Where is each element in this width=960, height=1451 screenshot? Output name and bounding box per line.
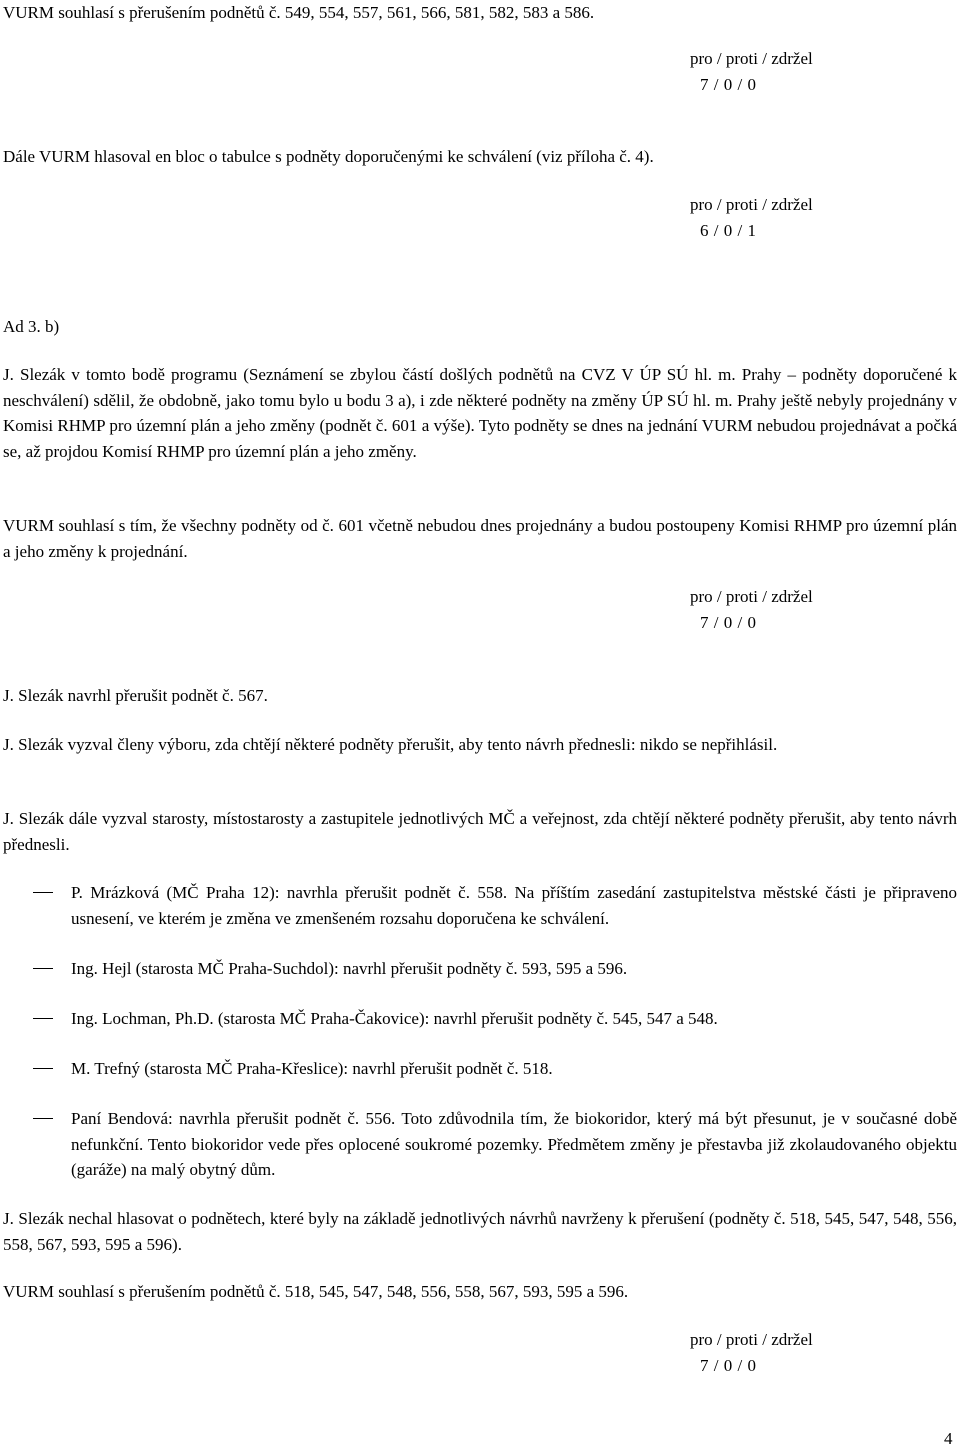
vote-result-3 [690, 584, 850, 635]
page-number: 4 [944, 1429, 953, 1448]
paragraph-vote-on-proposals: J. Slezák nechal hlasovat o podnětech, které byly na základě jednotlivých návrhů navrženy k přerušení (podněty č. 518, 545, 547, 548, 556, 558, 567, 593, 595 a 596). [3, 1209, 957, 1254]
list-item-text: M. Trefný (starosta MČ Praha-Křeslice): navrhl přerušit podnět č. 518. [71, 1059, 553, 1078]
list-item-text: Paní Bendová: navrhla přerušit podnět č. 556. Toto zdůvodnila tím, že biokoridor, který má být přesunut, je v současné době nefunkční. Tento biokoridor vede přes oplocené soukromé pozemky. Předmětem změny je přestavba již zkolaudovaného objektu (garáže) na malý obytný dům. [71, 1109, 957, 1179]
paragraph-call-mayors: J. Slezák dále vyzval starosty, místostarosty a zastupitele jednotlivých MČ a veřejnost, zda chtějí některé podněty přerušit, aby tento návrh přednesli. [3, 809, 957, 854]
paragraph-vurm-agrees-3: VURM souhlasí s přerušením podnětů č. 518, 545, 547, 548, 556, 558, 567, 593, 595 a 596. [3, 1282, 629, 1301]
vote-header: pro / proti / zdržel [690, 195, 813, 214]
section-heading-ad3b: Ad 3. b) [3, 317, 60, 336]
vote-header: pro / proti / zdržel [690, 587, 813, 606]
dash-bullet [33, 1118, 53, 1119]
list-item-text: Ing. Lochman, Ph.D. (starosta MČ Praha-Čakovice): navrhl přerušit podněty č. 545, 547 a 548. [71, 1009, 718, 1028]
vote-result-1 [690, 46, 850, 97]
paragraph-en-bloc: Dále VURM hlasoval en bloc o tabulce s podněty doporučenými ke schválení (viz příloha č. 4). [3, 147, 654, 166]
vote-numbers: 7 / 0 / 0 [700, 612, 757, 632]
vote-header: pro / proti / zdržel [690, 1330, 813, 1349]
vote-result-2 [690, 192, 850, 243]
list-item-text: P. Mrázková (MČ Praha 12): navrhla přerušit podnět č. 558. Na příštím zasedání zastupitelstva městské části je připraveno usnesení, ve kterém je změna ve zmenšeném rozsahu doporučena ke schválení. [71, 883, 957, 928]
vote-numbers: 7 / 0 / 0 [700, 74, 757, 94]
vote-numbers: 7 / 0 / 0 [700, 1355, 757, 1375]
vote-header: pro / proti / zdržel [690, 49, 813, 68]
dash-bullet [33, 892, 53, 893]
dash-bullet [33, 968, 53, 969]
dash-bullet [33, 1068, 53, 1069]
dash-bullet [33, 1018, 53, 1019]
paragraph-call-members: J. Slezák vyzval členy výboru, zda chtějí některé podněty přerušit, aby tento návrh přednesli: nikdo se nepřihlásil. [3, 735, 778, 754]
paragraph-slezak-intro: J. Slezák v tomto bodě programu (Seznámení se zbylou částí došlých podnětů na CVZ V ÚP SÚ hl. m. Prahy – podněty doporučené k neschválení) sdělil, že obdobně, jako tomu bylo u bodu 3 a), i zde některé podněty na změny ÚP SÚ hl. m. Prahy ještě nebyly projednány v Komisi RHMP pro územní plán a jeho změny (podnět č. 601 a výše). Tyto podněty se dnes na jednání VURM nebudou projednávat a počká se, až projdou Komisí RHMP pro územní plán a jeho změny. [3, 365, 957, 461]
list-item-text: Ing. Hejl (starosta MČ Praha-Suchdol): navrhl přerušit podněty č. 593, 595 a 596. [71, 959, 628, 978]
vote-result-4 [690, 1327, 850, 1378]
paragraph-vurm-agrees-1: VURM souhlasí s přerušením podnětů č. 549, 554, 557, 561, 566, 581, 582, 583 a 586. [3, 3, 595, 22]
vote-numbers: 6 / 0 / 1 [700, 220, 757, 240]
paragraph-proposal-567: J. Slezák navrhl přerušit podnět č. 567. [3, 686, 268, 705]
paragraph-vurm-agrees-2: VURM souhlasí s tím, že všechny podněty od č. 601 včetně nebudou dnes projednány a budou postoupeny Komisi RHMP pro územní plán a jeho změny k projednání. [3, 516, 957, 561]
